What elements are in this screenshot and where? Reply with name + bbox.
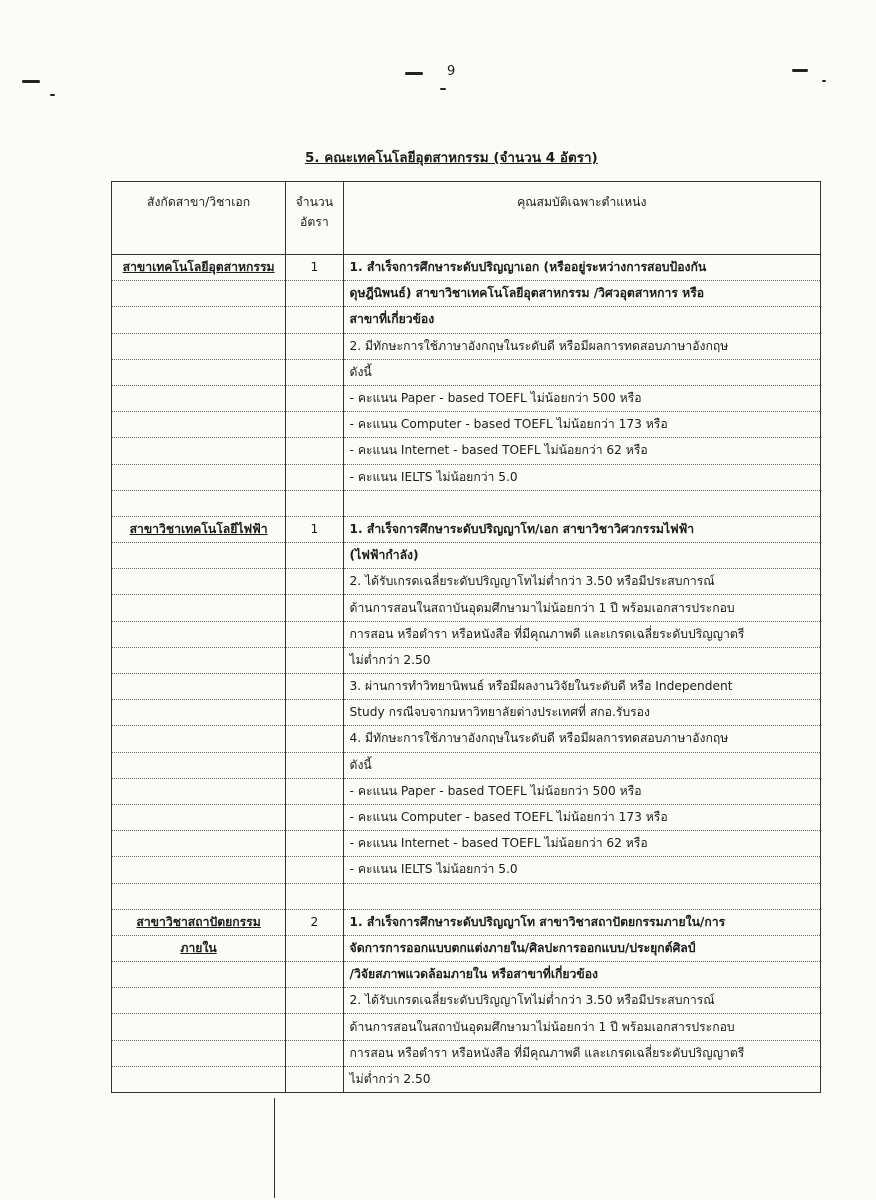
qualification-cell: 1. สำเร็จการศึกษาระดับปริญญาเอก (หรืออยู่ระหว่างการสอบป้องกัน: [343, 255, 820, 281]
scan-mark-right-dot: [822, 80, 826, 82]
field-cell: [112, 778, 286, 804]
field-cell: [112, 674, 286, 700]
count-cell: [286, 595, 343, 621]
count-cell: [286, 726, 343, 752]
header-qualification: [343, 182, 820, 255]
qualification-cell: ดังนี้: [343, 752, 820, 778]
table-row: [112, 778, 821, 804]
header-qualification-label: คุณสมบัติเฉพาะตำแหน่ง: [517, 195, 647, 209]
qualification-table: [111, 181, 821, 1093]
qualification-cell: การสอน หรือตำรา หรือหนังสือ ที่มีคุณภาพดี และเกรดเฉลี่ยระดับปริญญาตรี: [343, 621, 820, 647]
count-cell: [286, 647, 343, 673]
count-cell: 1: [286, 255, 343, 281]
qualification-cell: Study กรณีจบจากมหาวิทยาลัยต่างประเทศที่ สกอ.รับรอง: [343, 700, 820, 726]
table-row: [112, 543, 821, 569]
table-row: [112, 1040, 821, 1066]
field-cell: [112, 621, 286, 647]
scan-mark-right: [792, 69, 808, 72]
qualification-cell: /วิจัยสภาพแวดล้อมภายใน หรือสาขาที่เกี่ยวข้อง: [343, 962, 820, 988]
qualification-cell: - คะแนน Paper - based TOEFL ไม่น้อยกว่า 500 หรือ: [343, 778, 820, 804]
field-cell: [112, 804, 286, 830]
table-row: [112, 333, 821, 359]
qualification-cell: จัดการการออกแบบตกแต่งภายใน/ศิลปะการออกแบบ/ประยุกต์ศิลป์: [343, 935, 820, 961]
table-row: [112, 752, 821, 778]
qualification-cell: 2. มีทักษะการใช้ภาษาอังกฤษในระดับดี หรือมีผลการทดสอบภาษาอังกฤษ: [343, 333, 820, 359]
field-cell: [112, 464, 286, 490]
header-field-label: สังกัดสาขา/วิชาเอก: [147, 195, 251, 209]
table-header-row: [112, 182, 821, 255]
scan-mark-center-dot: [440, 88, 446, 90]
table-row: [112, 857, 821, 883]
field-cell: [112, 490, 286, 516]
field-cell: [112, 1040, 286, 1066]
count-cell: [286, 1040, 343, 1066]
table-row: [112, 804, 821, 830]
table-row: [112, 962, 821, 988]
table-row: [112, 883, 821, 909]
count-cell: [286, 281, 343, 307]
field-cell: [112, 438, 286, 464]
table-row: [112, 359, 821, 385]
table-row: [112, 909, 821, 935]
table-row: [112, 831, 821, 857]
qualification-cell: ไม่ต่ำกว่า 2.50: [343, 1066, 820, 1092]
scan-mark-left: [22, 80, 40, 83]
count-cell: [286, 307, 343, 333]
qualification-cell: ดังนี้: [343, 359, 820, 385]
table-row: [112, 595, 821, 621]
count-cell: [286, 778, 343, 804]
count-cell: [286, 857, 343, 883]
table-row: [112, 307, 821, 333]
field-cell: [112, 726, 286, 752]
field-cell: [112, 752, 286, 778]
count-cell: [286, 831, 343, 857]
count-cell: 2: [286, 909, 343, 935]
header-count-line1: จำนวน: [295, 195, 334, 209]
field-cell: [112, 543, 286, 569]
field-cell: [112, 1066, 286, 1092]
count-cell: [286, 988, 343, 1014]
count-cell: [286, 412, 343, 438]
count-cell: [286, 1014, 343, 1040]
qualification-cell: (ไฟฟ้ากำลัง): [343, 543, 820, 569]
count-cell: [286, 804, 343, 830]
count-cell: [286, 385, 343, 411]
field-cell: [112, 988, 286, 1014]
table-row: [112, 1014, 821, 1040]
table-row: [112, 1066, 821, 1092]
field-cell: สาขาวิชาสถาปัตยกรรม: [112, 909, 286, 935]
page-number: 9: [447, 64, 456, 79]
qualification-cell: 2. ได้รับเกรดเฉลี่ยระดับปริญญาโทไม่ต่ำกว่า 3.50 หรือมีประสบการณ์: [343, 988, 820, 1014]
field-cell: [112, 412, 286, 438]
qualification-cell: 3. ผ่านการทำวิทยานิพนธ์ หรือมีผลงานวิจัยในระดับดี หรือ Independent: [343, 674, 820, 700]
qualification-cell: - คะแนน Internet - based TOEFL ไม่น้อยกว่า 62 หรือ: [343, 438, 820, 464]
count-cell: [286, 674, 343, 700]
count-cell: [286, 464, 343, 490]
table-row: [112, 385, 821, 411]
field-cell: [112, 333, 286, 359]
scan-mark-left-dot: [50, 94, 55, 96]
table-row: [112, 935, 821, 961]
count-cell: [286, 962, 343, 988]
header-count-line2: อัตรา: [300, 215, 329, 229]
scan-mark-center: [405, 72, 423, 75]
table-row: [112, 674, 821, 700]
table-row: [112, 464, 821, 490]
field-cell: [112, 857, 286, 883]
field-cell: [112, 385, 286, 411]
qualification-cell: - คะแนน Computer - based TOEFL ไม่น้อยกว่า 173 หรือ: [343, 412, 820, 438]
count-cell: [286, 359, 343, 385]
table-row: [112, 700, 821, 726]
qualification-cell: ดุษฎีนิพนธ์) สาขาวิชาเทคโนโลยีอุตสาหกรรม /วิศวอุตสาหการ หรือ: [343, 281, 820, 307]
field-cell: [112, 700, 286, 726]
qualification-cell: - คะแนน Paper - based TOEFL ไม่น้อยกว่า 500 หรือ: [343, 385, 820, 411]
count-cell: [286, 935, 343, 961]
qualification-cell: สาขาที่เกี่ยวข้อง: [343, 307, 820, 333]
table-row: [112, 490, 821, 516]
count-cell: [286, 333, 343, 359]
count-cell: [286, 621, 343, 647]
table-row: [112, 726, 821, 752]
header-count: [286, 182, 343, 255]
count-cell: [286, 490, 343, 516]
qualification-cell: - คะแนน IELTS ไม่น้อยกว่า 5.0: [343, 464, 820, 490]
table-row: [112, 621, 821, 647]
table-row: [112, 569, 821, 595]
count-cell: [286, 752, 343, 778]
count-cell: [286, 1066, 343, 1092]
field-cell: [112, 883, 286, 909]
qualification-cell: 2. ได้รับเกรดเฉลี่ยระดับปริญญาโทไม่ต่ำกว่า 3.50 หรือมีประสบการณ์: [343, 569, 820, 595]
section-title: 5. คณะเทคโนโลยีอุตสาหกรรม (จำนวน 4 อัตรา): [305, 150, 598, 166]
qualification-cell: การสอน หรือตำรา หรือหนังสือ ที่มีคุณภาพดี และเกรดเฉลี่ยระดับปริญญาตรี: [343, 1040, 820, 1066]
qualification-cell: 4. มีทักษะการใช้ภาษาอังกฤษในระดับดี หรือมีผลการทดสอบภาษาอังกฤษ: [343, 726, 820, 752]
qualification-cell: ด้านการสอนในสถาบันอุดมศึกษามาไม่น้อยกว่า 1 ปี พร้อมเอกสารประกอบ: [343, 1014, 820, 1040]
field-cell: [112, 595, 286, 621]
table-row: [112, 255, 821, 281]
qualification-cell: 1. สำเร็จการศึกษาระดับปริญญาโท/เอก สาขาวิชาวิศวกรรมไฟฟ้า: [343, 516, 820, 542]
count-cell: [286, 883, 343, 909]
field-cell: [112, 281, 286, 307]
table-row: [112, 412, 821, 438]
field-cell: [112, 831, 286, 857]
count-cell: [286, 438, 343, 464]
header-field: [112, 182, 286, 255]
table-row: [112, 516, 821, 542]
page-fold-line: [274, 1098, 275, 1198]
count-cell: [286, 700, 343, 726]
qualification-cell: ด้านการสอนในสถาบันอุดมศึกษามาไม่น้อยกว่า 1 ปี พร้อมเอกสารประกอบ: [343, 595, 820, 621]
table-row: [112, 281, 821, 307]
field-cell: ภายใน: [112, 935, 286, 961]
qualification-cell: - คะแนน Computer - based TOEFL ไม่น้อยกว่า 173 หรือ: [343, 804, 820, 830]
qualification-cell: - คะแนน Internet - based TOEFL ไม่น้อยกว่า 62 หรือ: [343, 831, 820, 857]
field-cell: [112, 647, 286, 673]
qualification-cell: [343, 883, 820, 909]
field-cell: [112, 569, 286, 595]
count-cell: 1: [286, 516, 343, 542]
field-cell: [112, 962, 286, 988]
count-cell: [286, 543, 343, 569]
field-cell: [112, 359, 286, 385]
qualification-cell: - คะแนน IELTS ไม่น้อยกว่า 5.0: [343, 857, 820, 883]
qualification-cell: 1. สำเร็จการศึกษาระดับปริญญาโท สาขาวิชาสถาปัตยกรรมภายใน/การ: [343, 909, 820, 935]
field-cell: สาขาเทคโนโลยีอุตสาหกรรม: [112, 255, 286, 281]
field-cell: [112, 1014, 286, 1040]
qualification-cell: [343, 490, 820, 516]
count-cell: [286, 569, 343, 595]
table-row: [112, 438, 821, 464]
table-row: [112, 988, 821, 1014]
field-cell: สาขาวิชาเทคโนโลยีไฟฟ้า: [112, 516, 286, 542]
table-row: [112, 647, 821, 673]
qualification-cell: ไม่ต่ำกว่า 2.50: [343, 647, 820, 673]
field-cell: [112, 307, 286, 333]
